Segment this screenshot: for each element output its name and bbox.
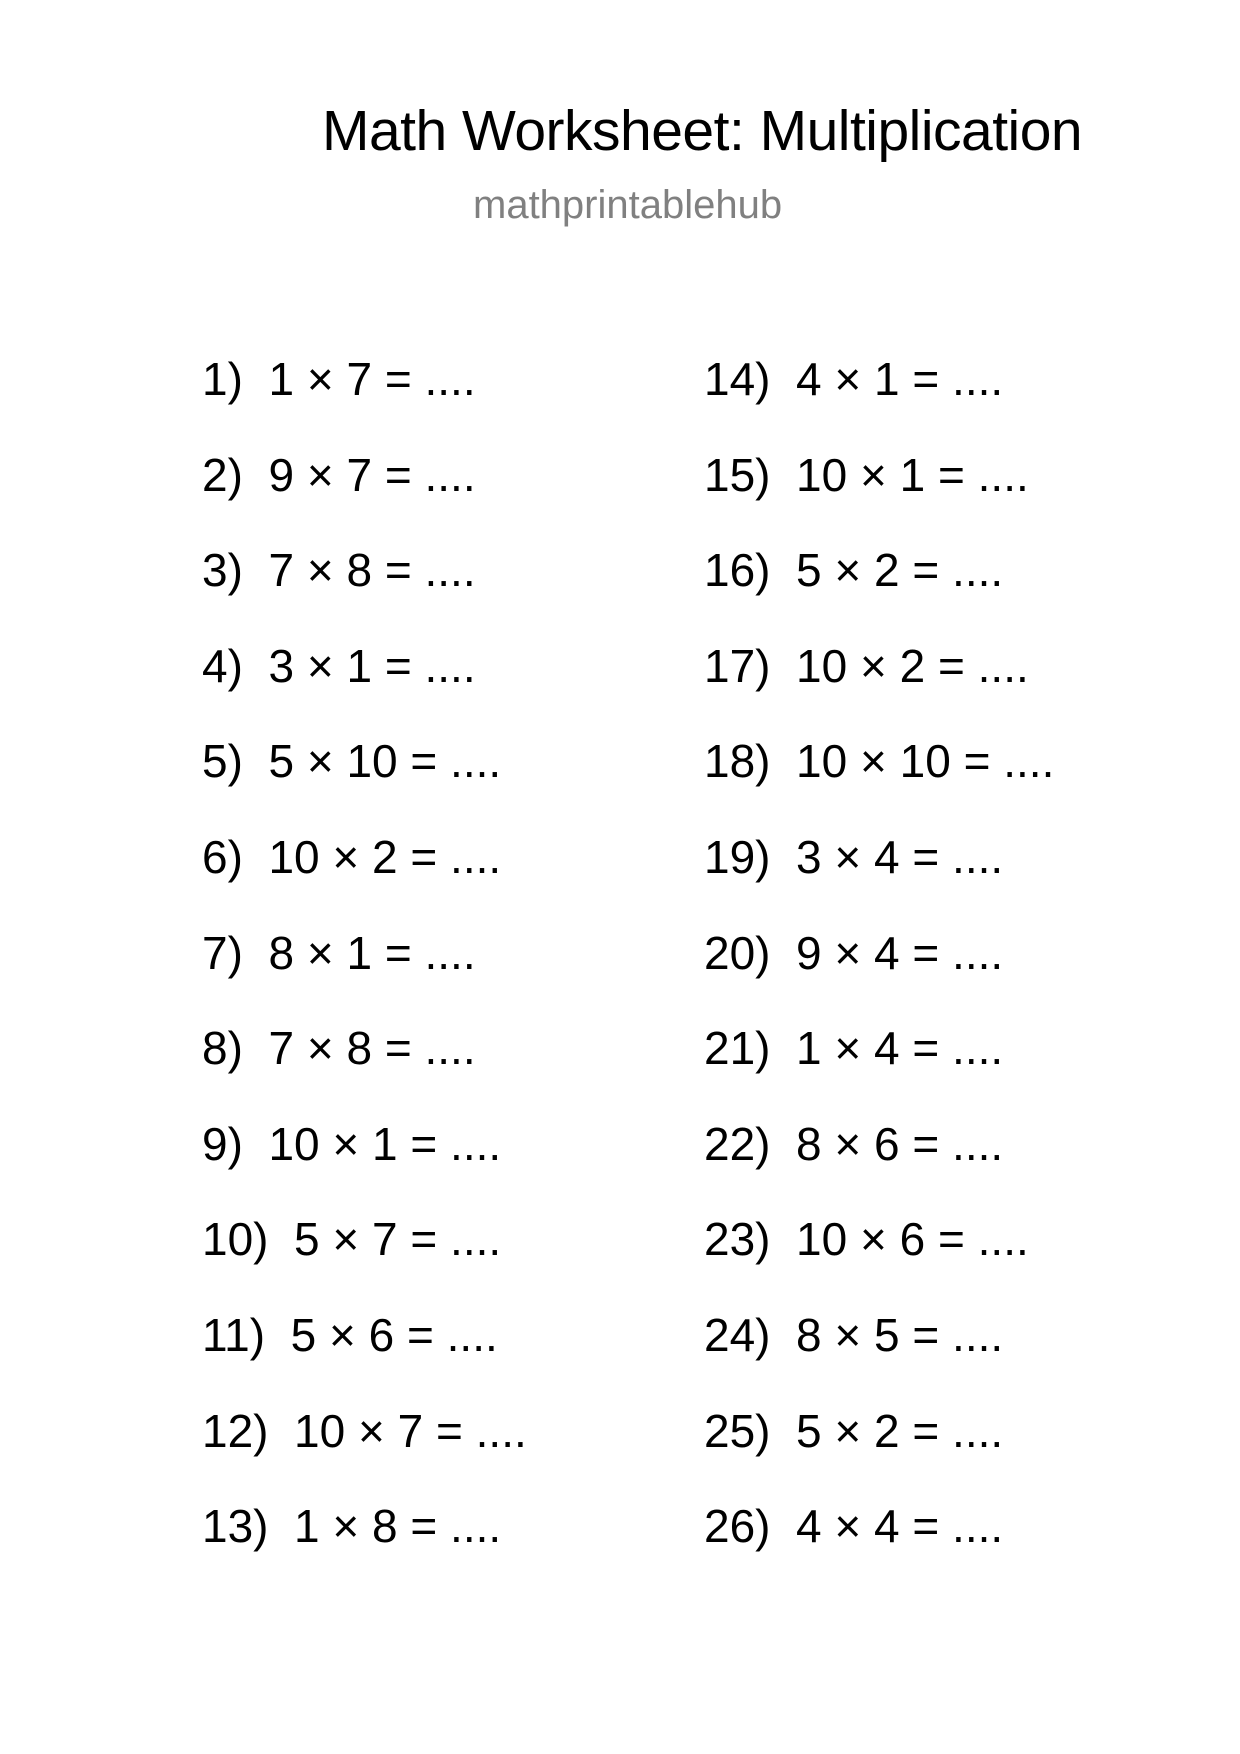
problem-item: 3) 7 × 8 = ....: [202, 544, 476, 597]
problem-item: 9) 10 × 1 = ....: [202, 1117, 502, 1170]
problem-item: 2) 9 × 7 = ....: [202, 448, 476, 501]
problem-column-right: [704, 351, 1054, 1594]
problem-item: 15) 10 × 1 = ....: [704, 448, 1029, 501]
problem-item: 1) 1 × 7 = ....: [202, 353, 476, 405]
worksheet-source: mathprintablehub: [473, 183, 783, 227]
problem-item: 14) 4 × 1 = ....: [704, 353, 1004, 405]
problem-item: 23) 10 × 6 = ....: [704, 1213, 1029, 1266]
problem-item: 25) 5 × 2 = ....: [704, 1404, 1004, 1457]
worksheet-title: Math Worksheet: Multiplication: [322, 99, 1083, 163]
problem-item: 5) 5 × 10 = ....: [202, 735, 502, 788]
problem-item: 18) 10 × 10 = ....: [704, 735, 1055, 788]
problem-item: 11) 5 × 6 = ....: [202, 1308, 498, 1361]
problem-item: 26) 4 × 4 = ....: [704, 1500, 1004, 1553]
problem-item: 7) 8 × 1 = ....: [202, 926, 476, 979]
problem-item: 6) 10 × 2 = ....: [202, 830, 502, 883]
problem-item: 19) 3 × 4 = ....: [704, 830, 1004, 883]
problem-item: 13) 1 × 8 = ....: [202, 1500, 502, 1553]
problem-item: 8) 7 × 8 = ....: [202, 1022, 476, 1075]
problem-item: 22) 8 × 6 = ....: [704, 1117, 1004, 1170]
problem-item: 12) 10 × 7 = ....: [202, 1404, 527, 1457]
problem-item: 4) 3 × 1 = ....: [202, 639, 476, 692]
problem-item: 20) 9 × 4 = ....: [704, 926, 1004, 979]
problem-item: 21) 1 × 4 = ....: [704, 1022, 1004, 1075]
problem-item: 17) 10 × 2 = ....: [704, 639, 1029, 692]
problem-item: 10) 5 × 7 = ....: [202, 1213, 502, 1266]
problem-item: 16) 5 × 2 = ....: [704, 544, 1004, 597]
problem-column-left: [202, 351, 527, 1594]
problem-item: 24) 8 × 5 = ....: [704, 1308, 1004, 1361]
